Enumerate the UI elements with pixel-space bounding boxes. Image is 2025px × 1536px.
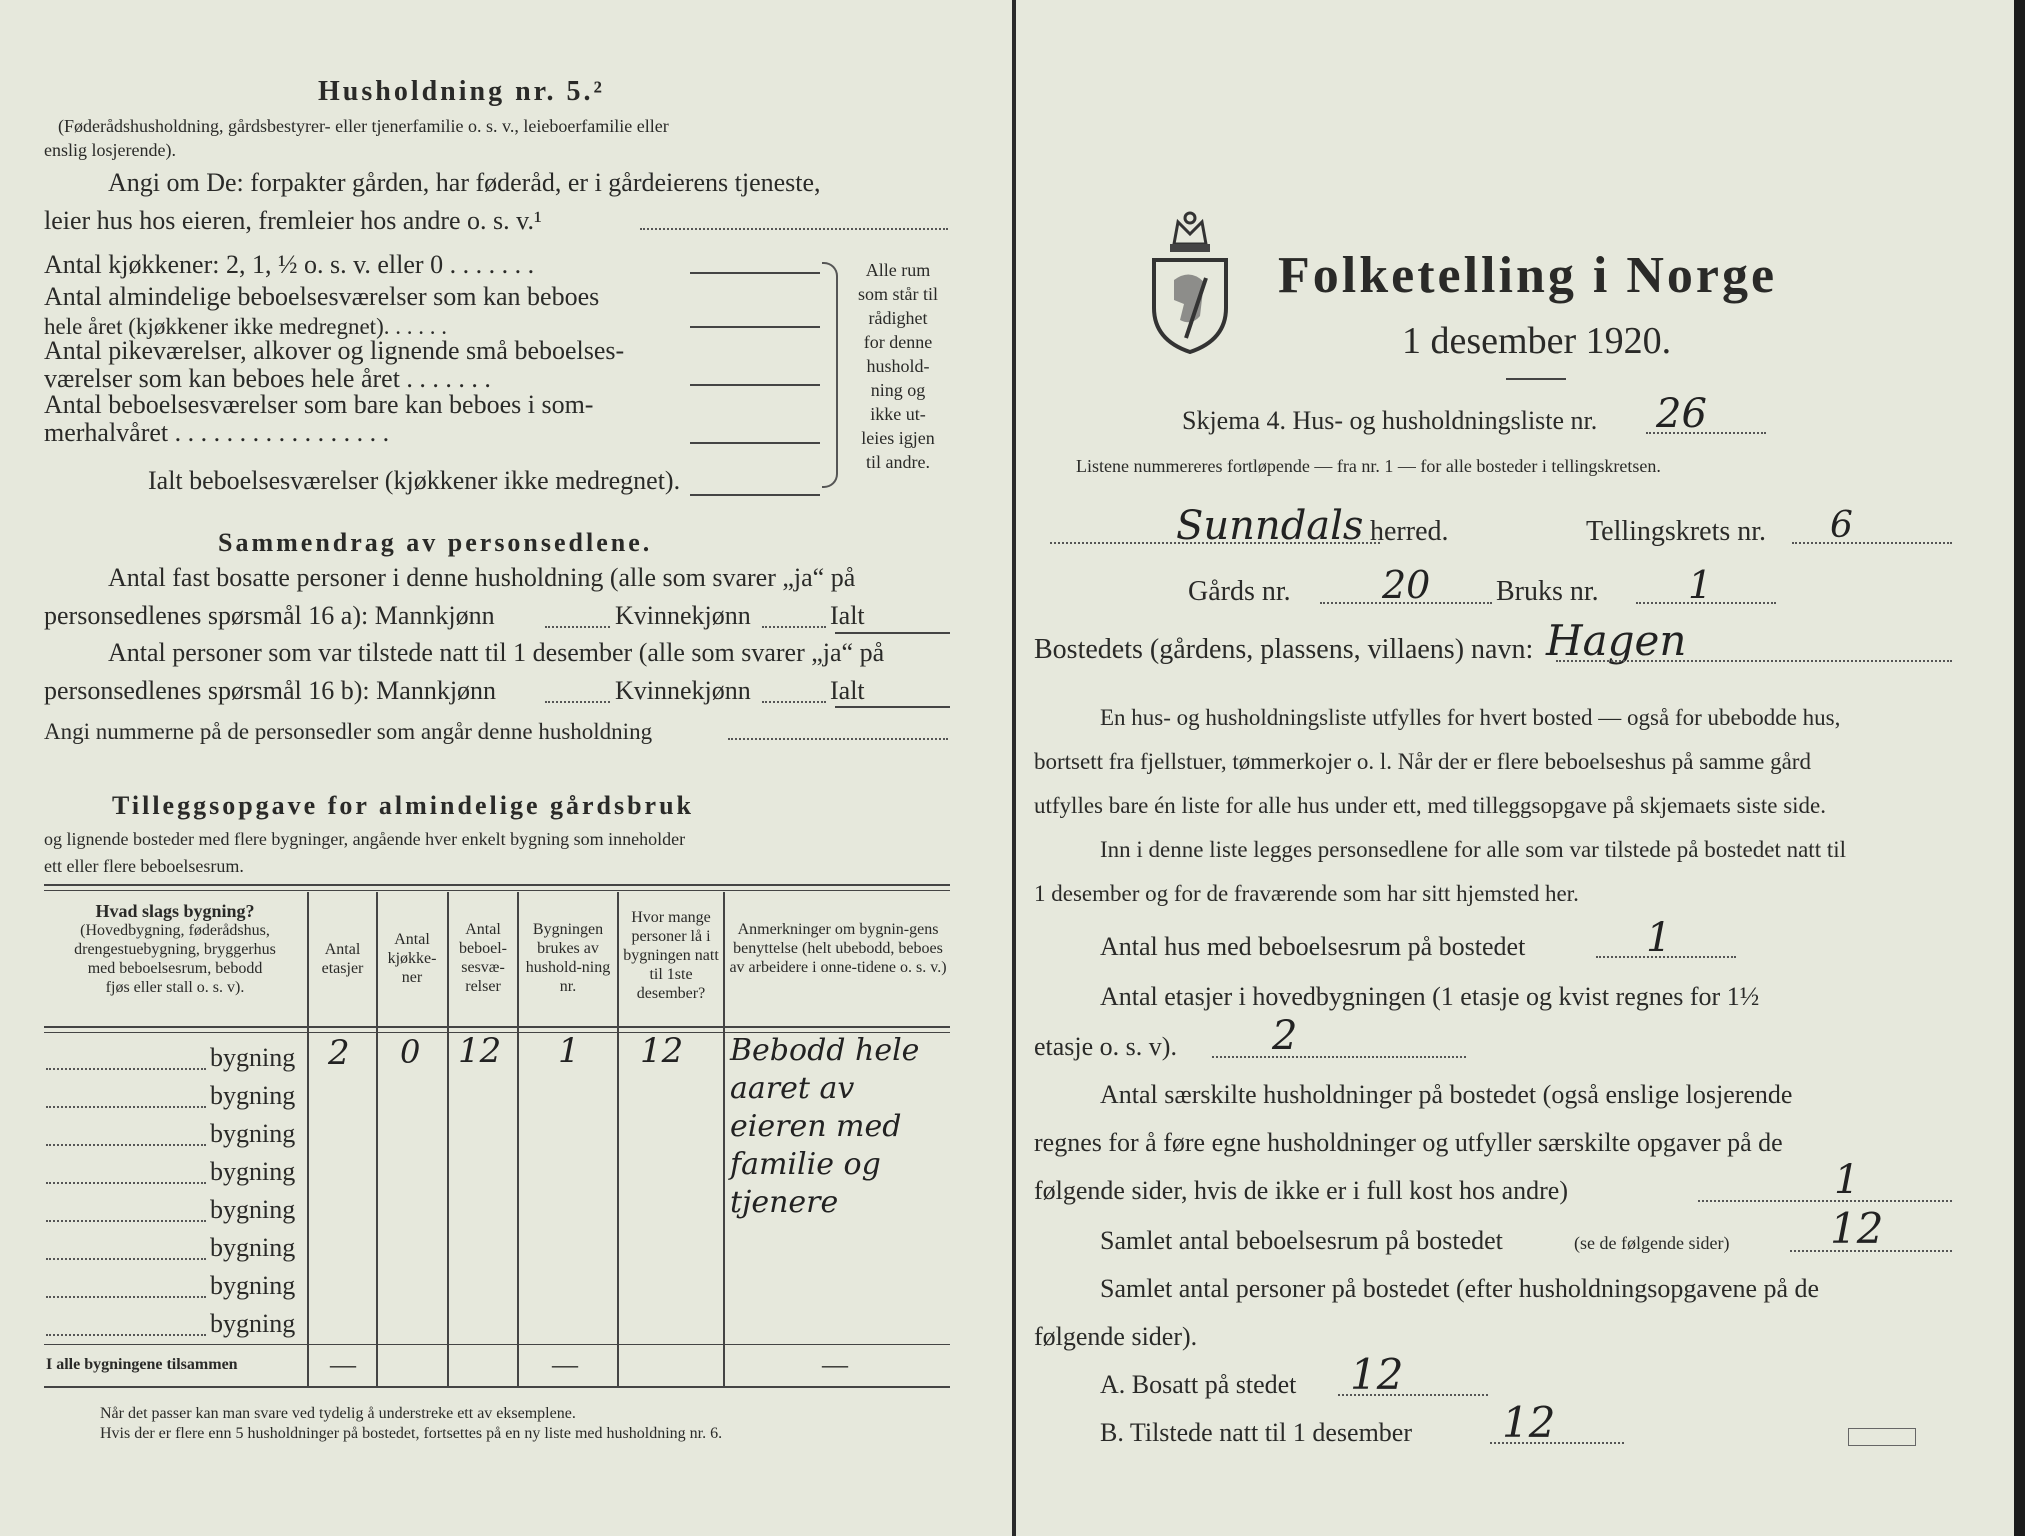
qa-label: A. Bosatt på stedet <box>1100 1370 1297 1399</box>
rooms1-line-b: hele året (kjøkkener ikke medregnet). . . . . . <box>44 314 447 339</box>
col-divider <box>617 892 619 1386</box>
q5-label-a: Samlet antal personer på bostedet (efter husholdningsopgavene på de <box>1100 1274 1820 1303</box>
q2-line <box>1212 1056 1466 1058</box>
gards-line <box>1320 602 1492 604</box>
side-note-line: ning og <box>870 380 926 400</box>
q2-answer: 2 <box>1272 1013 1298 1059</box>
male-line-2 <box>545 701 610 703</box>
krets-number: 6 <box>1830 505 1853 546</box>
bruks-number: 1 <box>1688 563 1713 607</box>
herred-value: Sunndals <box>1176 503 1364 549</box>
col-divider <box>447 892 449 1386</box>
female-label-2: Kvinnekjønn <box>615 676 751 705</box>
census-date: 1 desember 1920. <box>1402 320 1672 362</box>
row-dotted <box>46 1068 206 1070</box>
bosted-label: Bostedets (gårdens, plassens, villaens) navn: <box>1034 634 1534 665</box>
q1-line <box>1596 956 1736 958</box>
row-dotted <box>46 1296 206 1298</box>
table-top-rule <box>44 884 950 886</box>
remark-line: aaret av <box>730 1071 855 1106</box>
row-dotted <box>46 1106 206 1108</box>
col-household-header: Bygningen brukes av hushold-ning nr. <box>525 921 611 995</box>
rooms1-answer-line <box>690 326 820 328</box>
row-label: bygning <box>210 1195 296 1224</box>
herred-line <box>1050 542 1380 544</box>
side-note-line: for denne <box>863 332 933 352</box>
row-dotted <box>46 1182 206 1184</box>
household-title: Husholdning nr. 5.² <box>318 76 605 107</box>
bruks-label: Bruks nr. <box>1496 576 1599 607</box>
supplement-line-1: og lignende bosteder med flere bygninger, angående hver enkelt bygning som inneholder <box>44 829 686 849</box>
summary-line-3: Antal personer som var tilstede natt til 1 desember (alle som svarer „ja“ på <box>108 638 885 667</box>
col1-line: med beboelsesrum, bebodd <box>87 960 263 977</box>
supplement-line-2: ett eller flere beboelsesrum. <box>44 856 244 876</box>
table-header-rule <box>44 1026 950 1028</box>
q3-label-b: regnes for å føre egne husholdninger og utfyller særskilte opgaver på de <box>1034 1128 1783 1157</box>
q2-label-b: etasje o. s. v). <box>1034 1032 1177 1061</box>
q1-answer: 1 <box>1646 915 1672 961</box>
female-label-1: Kvinnekjønn <box>615 601 751 630</box>
rooms3-answer-line <box>690 442 820 444</box>
remark-line: tjenere <box>730 1185 839 1220</box>
row1-kitchens: 0 <box>400 1033 421 1071</box>
instruction-line: 1 desember og for de fraværende som har sitt hjemsted her. <box>1034 881 1579 906</box>
side-note-line: ikke ut- <box>870 404 926 424</box>
total-answer-line <box>690 494 820 496</box>
numbers-line <box>728 738 948 740</box>
kitchens-answer-line <box>690 272 820 274</box>
row-dotted <box>46 1220 206 1222</box>
row1-rooms: 12 <box>458 1031 502 1071</box>
side-note-line: hushold- <box>866 356 930 376</box>
row-label: bygning <box>210 1043 296 1072</box>
row-dotted <box>46 1334 206 1336</box>
rooms3-line-a: Antal beboelsesværelser som bare kan beboes i som- <box>44 390 594 419</box>
ialt-line-1 <box>835 632 950 634</box>
intro-line-2: enslig losjerende). <box>44 140 176 160</box>
qb-answer: 12 <box>1502 1398 1556 1447</box>
right-page <box>1016 0 2014 1536</box>
rooms1-line-a: Antal almindelige beboelsesværelser som kan beboes <box>44 282 600 311</box>
summary-line-2: personsedlenes spørsmål 16 a): Mannkjønn <box>44 601 495 630</box>
q4-line <box>1790 1250 1952 1252</box>
supplement-title: Tilleggsopgave for almindelige gårdsbruk <box>112 791 695 820</box>
skjema-label: Skjema 4. Hus- og husholdningsliste nr. <box>1182 406 1598 435</box>
footnote-2: Hvis der er flere enn 5 husholdninger på bostedet, fortsettes på en ny liste med husholdning nr. 6. <box>100 1425 723 1442</box>
female-line-1 <box>762 626 826 628</box>
total-dash: — <box>822 1350 848 1379</box>
side-note-line: som står til <box>858 284 938 304</box>
q4-label: Samlet antal beboelsesrum på bostedet <box>1100 1226 1503 1255</box>
bruks-line <box>1636 602 1776 604</box>
col-building-type-header <box>46 902 304 997</box>
summary-line-1: Antal fast bosatte personer i denne husholdning (alle som svarer „ja“ på <box>108 563 856 592</box>
census-title: Folketelling i Norge <box>1278 247 1778 304</box>
col-remarks-header: Anmerkninger om bygnin-gens benyttelse (helt ubebodd, beboes av arbeidere i onne-tidene o. s. v.) <box>729 921 947 976</box>
intro-line-1: (Føderådshusholdning, gårdsbestyrer- eller tjenerfamilie o. s. v., leieboerfamilie eller <box>58 116 669 136</box>
side-note-line: til andre. <box>866 452 930 472</box>
row1-household: 1 <box>558 1031 580 1071</box>
remark-line: eieren med <box>730 1109 902 1144</box>
gards-label: Gårds nr. <box>1188 576 1291 607</box>
listene-note: Listene nummereres fortløpende — fra nr. 1 — for alle bosteder i tellingskretsen. <box>1076 456 1661 476</box>
herred-label: herred. <box>1370 516 1449 547</box>
q3-label-a: Antal særskilte husholdninger på bostedet (også enslige losjerende <box>1100 1080 1793 1109</box>
instruction-line: Inn i denne liste legges personsedlene for alle som var tilstede på bostedet natt til <box>1100 837 1847 862</box>
col1-line: (Hovedbygning, føderådshus, <box>80 922 270 939</box>
kitchens-label: Antal kjøkkener: 2, 1, ½ o. s. v. eller 0 . . . . . . . <box>44 250 535 279</box>
rooms2-line-b: værelser som kan beboes hele året . . . . . . . <box>44 364 491 393</box>
q4-note: (se de følgende sider) <box>1574 1233 1730 1253</box>
q2-label-a: Antal etasjer i hovedbygningen (1 etasje og kvist regnes for 1½ <box>1100 982 1760 1011</box>
summary-line-4: personsedlenes spørsmål 16 b): Mannkjønn <box>44 676 497 705</box>
brace <box>822 262 838 488</box>
row-label: bygning <box>210 1081 296 1110</box>
col-floors-header: Antal etasjer <box>321 941 364 977</box>
col-divider <box>376 892 378 1386</box>
bosted-line <box>1556 660 1952 662</box>
instruction-line: En hus- og husholdningsliste utfylles for hvert bosted — også for ubebodde hus, <box>1100 705 1841 730</box>
side-note-line: Alle rum <box>865 260 931 280</box>
q5-label-b: følgende sider). <box>1034 1322 1198 1351</box>
table-top-rule-2 <box>44 890 950 891</box>
col-rooms-header: Antal beboel-sesvæ-relser <box>459 921 507 995</box>
col1-line: Hvad slags bygning? <box>95 901 255 921</box>
row-label: bygning <box>210 1233 296 1262</box>
remark-line: Bebodd hele <box>730 1033 920 1068</box>
row-label: bygning <box>210 1309 296 1338</box>
krets-label: Tellingskrets nr. <box>1586 516 1767 547</box>
qa-answer: 12 <box>1350 1350 1404 1399</box>
side-note-line: leies igjen <box>861 428 935 448</box>
gards-number: 20 <box>1382 563 1431 607</box>
male-line-1 <box>545 626 610 628</box>
female-line-2 <box>762 701 826 703</box>
ialt-label-1: Ialt <box>830 601 865 630</box>
side-note <box>848 258 948 474</box>
row-label: bygning <box>210 1271 296 1300</box>
krets-line <box>1792 542 1952 544</box>
total-dash: — <box>330 1350 356 1379</box>
rooms3-line-b: merhalvåret . . . . . . . . . . . . . . . . . <box>44 418 390 447</box>
table-bottom-rule <box>44 1386 950 1388</box>
qa-line <box>1338 1394 1488 1396</box>
row-label: bygning <box>210 1157 296 1186</box>
row1-floors: 2 <box>328 1033 350 1073</box>
skjema-line <box>1646 432 1766 434</box>
col-divider <box>723 892 725 1386</box>
ialt-label-2: Ialt <box>830 676 865 705</box>
col-divider <box>307 892 309 1386</box>
row-label: bygning <box>210 1119 296 1148</box>
side-note-line: rådighet <box>868 308 928 328</box>
col1-line: drengestuebygning, bryggerhus <box>74 941 276 958</box>
total-dash: — <box>552 1350 578 1379</box>
col-kitchens-header: Antal kjøkke-ner <box>387 931 437 986</box>
row-dotted <box>46 1258 206 1260</box>
q3-line <box>1698 1200 1952 1202</box>
col-divider <box>517 892 519 1386</box>
printer-stamp <box>1848 1428 1916 1446</box>
title-divider <box>1506 378 1566 380</box>
ialt-line-2 <box>835 706 950 708</box>
bosted-value: Hagen <box>1546 616 1687 665</box>
coat-of-arms-icon <box>1148 208 1232 359</box>
summary-line-5: Angi nummerne på de personsedler som angår denne husholdning <box>44 719 653 744</box>
col-persons-header: Hvor mange personer lå i bygningen natt til 1ste desember? <box>623 909 719 1002</box>
table-total-rule <box>44 1344 950 1345</box>
q4-answer: 12 <box>1830 1204 1884 1253</box>
qb-label: B. Tilstede natt til 1 desember <box>1100 1418 1412 1447</box>
row1-persons: 12 <box>640 1031 684 1071</box>
row-dotted <box>46 1144 206 1146</box>
qb-line <box>1490 1442 1624 1444</box>
skjema-number: 26 <box>1656 391 1707 437</box>
rooms2-answer-line <box>690 384 820 386</box>
angi-line-2: leier hus hos eieren, fremleier hos andre o. s. v.¹ <box>44 206 542 235</box>
q3-label-c: følgende sider, hvis de ikke er i full kost hos andre) <box>1034 1176 1568 1205</box>
angi-line-1: Angi om De: forpakter gården, har føderåd, er i gårdeierens tjeneste, <box>108 168 821 197</box>
instruction-line: utfylles bare én liste for alle hus under ett, med tilleggsopgave på skjemaets siste side. <box>1034 793 1827 818</box>
q3-answer: 1 <box>1834 1157 1860 1203</box>
remark-line: familie og <box>730 1147 881 1182</box>
summary-title: Sammendrag av personsedlene. <box>218 528 653 557</box>
rooms2-line-a: Antal pikeværelser, alkover og lignende små beboelses- <box>44 336 625 365</box>
total-row-label: I alle bygningene tilsammen <box>46 1356 238 1373</box>
col1-line: fjøs eller stall o. s. v). <box>105 979 245 996</box>
angi-answer-line <box>640 228 948 230</box>
footnote-1: Når det passer kan man svare ved tydelig å understreke ett av eksemplene. <box>100 1405 576 1422</box>
q1-label: Antal hus med beboelsesrum på bostedet <box>1100 932 1526 961</box>
total-rooms-label: Ialt beboelsesværelser (kjøkkener ikke medregnet). <box>148 466 681 495</box>
instruction-line: bortsett fra fjellstuer, tømmerkojer o. l. Når der er flere beboelseshus på samme gård <box>1034 749 1811 774</box>
